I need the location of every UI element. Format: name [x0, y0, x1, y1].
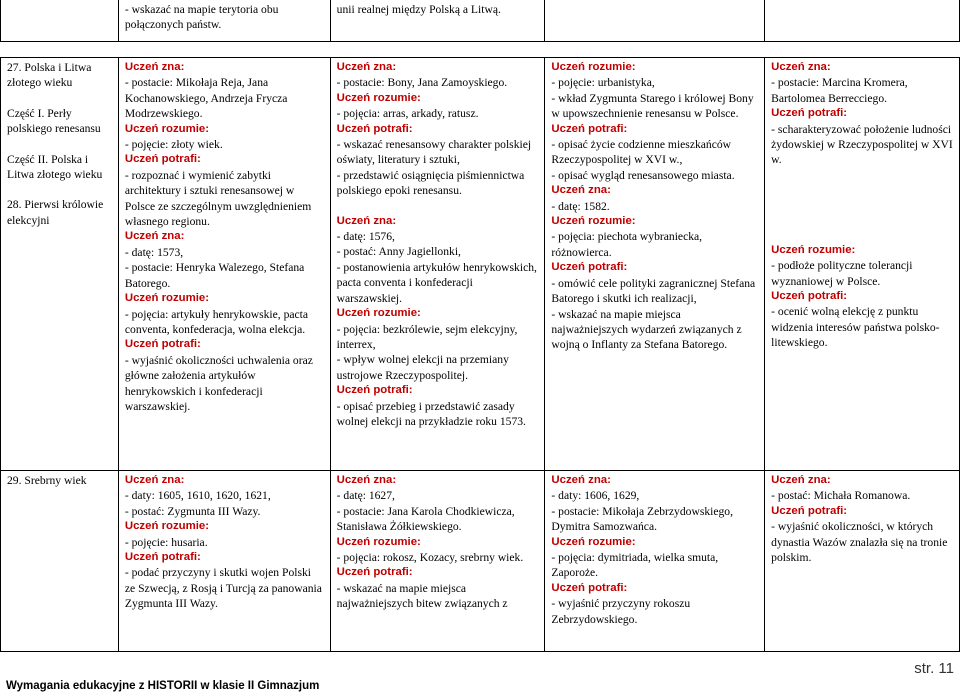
requirement-text: - pojęcie: husaria.: [124, 535, 208, 549]
section-label: Uczeń potrafi:: [124, 551, 201, 564]
requirement-text: - postacie: Bony, Jana Zamoyskiego.: [336, 76, 508, 90]
section-label: Uczeń rozumie:: [771, 243, 856, 256]
topic-title: Część I. Perły polskiego renesansu: [7, 106, 101, 136]
requirement-text: - pojęcia: rokosz, Kozacy, srebrny wiek.: [336, 551, 524, 565]
requirement-text: - wskazać na mapie miejsca najważniejszych bitew związanych z: [336, 581, 508, 611]
requirement-text: - pojęcie: złoty wiek.: [124, 138, 223, 152]
table-row: [1, 58, 960, 471]
section-label: Uczeń rozumie:: [124, 122, 210, 135]
section-label: Uczeń rozumie:: [551, 61, 636, 73]
section-label: Uczeń potrafi:: [124, 338, 201, 351]
requirement-text: - wskazać renesansowy charakter polskiej oświaty, literatury i sztuki,: [336, 138, 532, 167]
section-label: Uczeń potrafi:: [771, 504, 848, 517]
section-label: Uczeń zna:: [124, 230, 185, 243]
requirements-table-top: [0, 0, 960, 42]
section-label: Uczeń zna:: [771, 474, 831, 486]
requirement-text: - daty: 1606, 1629,: [551, 489, 640, 503]
section-label: Uczeń zna:: [551, 474, 611, 486]
requirement-text: - podać przyczyny i skutki wojen Polski ze Szwecją, z Rosją i Turcją za panowania Zygmunta III Wazy.: [124, 566, 322, 611]
requirement-text: - przedstawić osiągnięcia piśmiennictwa polskiego epoki renesansu.: [336, 168, 525, 198]
requirement-text: - postacie: Marcina Kromera, Bartolomea Berrecciego.: [771, 76, 908, 105]
section-label: Uczeń rozumie:: [124, 292, 210, 305]
requirement-text: - postać: Michała Romanowa.: [771, 489, 911, 503]
requirement-text: - pojęcia: bezkrólewie, sejm elekcyjny, interrex,: [336, 322, 518, 351]
requirement-text: - postacie: Jana Karola Chodkiewicza, Stanisława Żółkiewskiego.: [336, 504, 515, 534]
requirement-text: - scharakteryzować położenie ludności żydowskiej w Rzeczypospolitej w XVI w.: [771, 122, 953, 167]
topic-title: 28. Pierwsi królowie elekcyjni: [7, 198, 104, 227]
section-label: Uczeń zna:: [336, 61, 397, 73]
requirement-cell: [118, 0, 330, 42]
section-label: Uczeń rozumie:: [336, 535, 421, 548]
requirement-cell: [330, 58, 545, 471]
spacer: [771, 183, 953, 198]
requirement-cell: [765, 58, 960, 471]
section-label: Uczeń potrafi:: [771, 290, 848, 303]
table-row: [1, 471, 960, 652]
requirement-cell: [765, 0, 960, 42]
section-label: Uczeń potrafi:: [124, 153, 201, 166]
requirement-cell: [330, 471, 545, 652]
requirement-cell: [545, 0, 765, 42]
section-label: Uczeń potrafi:: [551, 261, 628, 274]
section-label: Uczeń zna:: [124, 61, 185, 73]
requirement-text: - datę: 1627,: [336, 489, 395, 503]
requirements-table: [0, 57, 960, 652]
spacer: [771, 213, 953, 228]
topic-cell: [1, 471, 119, 652]
requirement-text: - postacie: Mikołaja Zebrzydowskiego, Dymitra Samozwańca.: [551, 504, 733, 534]
section-label: Uczeń zna:: [336, 474, 397, 486]
spacer: [771, 228, 953, 243]
requirement-text: - datę: 1582.: [551, 199, 610, 213]
spacer: [771, 168, 953, 183]
requirement-text: - pojęcia: arras, arkady, ratusz.: [336, 107, 479, 121]
section-label: Uczeń rozumie:: [551, 215, 636, 228]
section-label: Uczeń rozumie:: [336, 91, 421, 104]
spacer: [7, 91, 112, 106]
topic-cell: [1, 58, 119, 471]
requirement-text: - wyjaśnić przyczyny rokoszu Zebrzydowskiego.: [551, 597, 691, 626]
section-label: Uczeń zna:: [551, 184, 611, 197]
spacer: [7, 137, 112, 152]
section-label: Uczeń potrafi:: [336, 566, 413, 579]
requirement-text: - wpływ wolnej elekcji na przemiany ustrojowe Rzeczypospolitej.: [336, 353, 509, 382]
section-label: Uczeń rozumie:: [336, 307, 421, 320]
section-label: Uczeń potrafi:: [551, 581, 628, 594]
requirement-text: unii realnej między Polską a Litwą.: [336, 3, 501, 16]
requirement-cell: [765, 471, 960, 652]
section-label: Uczeń zna:: [336, 214, 397, 227]
requirement-cell: [118, 58, 330, 471]
requirement-text: - ocenić wolną elekcję z punktu widzenia interesów państwa polsko-litewskiego.: [771, 305, 940, 350]
requirement-text: - datę: 1576,: [336, 230, 395, 244]
spacer: [337, 199, 539, 214]
requirement-text: - wyjaśnić okoliczności uchwalenia oraz główne założenia artykułów henrykowskich i konfederacji warszawskiej.: [124, 353, 313, 413]
section-label: Uczeń potrafi:: [336, 384, 413, 397]
requirement-text: - podłoże polityczne tolerancji wyznaniowej w Polsce.: [771, 259, 913, 288]
requirement-text: - daty: 1605, 1610, 1620, 1621,: [124, 489, 271, 503]
document-footer-title: Wymagania edukacyjne z HISTORII w klasie II Gimnazjum: [6, 680, 320, 692]
requirement-text: - wkład Zygmunta Starego i królowej Bony w upowszechnienie renesansu w Polsce.: [551, 91, 754, 121]
requirement-text: - opisać życie codzienne mieszkańców Rzeczypospolitej w XVI w.,: [551, 138, 732, 167]
requirement-cell: [330, 0, 545, 42]
page-number: str. 11: [914, 660, 954, 677]
requirement-text: - wskazać na mapie terytoria obu połączonych państw.: [124, 3, 279, 32]
requirement-text: - postacie: Henryka Walezego, Stefana Batorego.: [124, 261, 305, 290]
topic-title: Część II. Polska i Litwa złotego wieku: [7, 152, 103, 182]
requirement-text: - rozpoznać i wymienić zabytki architektury i sztuki renesansowej w Polsce ze szczególnym uwzględnieniem własnego regionu.: [124, 168, 312, 229]
requirement-cell: [545, 58, 765, 471]
requirement-text: - pojęcia: dymitriada, wielka smuta, Zaporoże.: [551, 551, 719, 580]
requirement-text: - omówić cele polityki zagranicznej Stefana Batorego i skutki ich realizacji,: [551, 276, 756, 306]
requirement-text: - opisać wygląd renesansowego miasta.: [551, 168, 735, 182]
section-label: Uczeń potrafi:: [336, 122, 413, 135]
spacer: [771, 198, 953, 213]
topic-title: 27. Polska i Litwa złotego wieku: [7, 61, 92, 90]
requirement-cell: [545, 471, 765, 652]
requirement-text: - datę: 1573,: [124, 245, 184, 259]
requirement-text: - wyjaśnić okoliczności, w których dynastia Wazów znalazła się na tronie polskim.: [771, 520, 948, 565]
topic-title: 29. Srebrny wiek: [7, 474, 87, 487]
requirement-text: - postać: Anny Jagiellonki,: [336, 245, 461, 259]
section-label: Uczeń zna:: [771, 61, 831, 73]
spacer: [7, 182, 112, 197]
requirement-text: - postacie: Mikołaja Reja, Jana Kochanowskiego, Andrzeja Frycza Modrzewskiego.: [124, 76, 288, 121]
requirement-text: - opisać przebieg i przedstawić zasady wolnej elekcji na przykładzie roku 1573.: [336, 399, 526, 428]
section-label: Uczeń potrafi:: [771, 107, 848, 120]
requirement-text: - pojęcia: piechota wybraniecka, różnowierca.: [551, 230, 703, 259]
requirement-text: - pojęcia: artykuły henrykowskie, pacta conventa, konfederacja, wolna elekcja.: [124, 307, 309, 336]
requirement-text: - postanowienia artykułów henrykowskich, pacta conventa i konfederacji warszawskiej.: [336, 260, 537, 305]
requirement-text: - pojęcie: urbanistyka,: [551, 76, 655, 90]
requirement-text: - wskazać na mapie miejsca najważniejszych wydarzeń związanych z wojną o Inflanty za Stefana Batorego.: [551, 307, 742, 352]
requirement-text: - postać: Zygmunta III Wazy.: [124, 504, 261, 518]
section-label: Uczeń rozumie:: [551, 535, 636, 548]
section-label: Uczeń rozumie:: [124, 520, 210, 533]
requirement-cell: [118, 471, 330, 652]
topic-cell: [1, 0, 119, 42]
section-label: Uczeń potrafi:: [551, 122, 628, 135]
section-label: Uczeń zna:: [124, 474, 185, 486]
